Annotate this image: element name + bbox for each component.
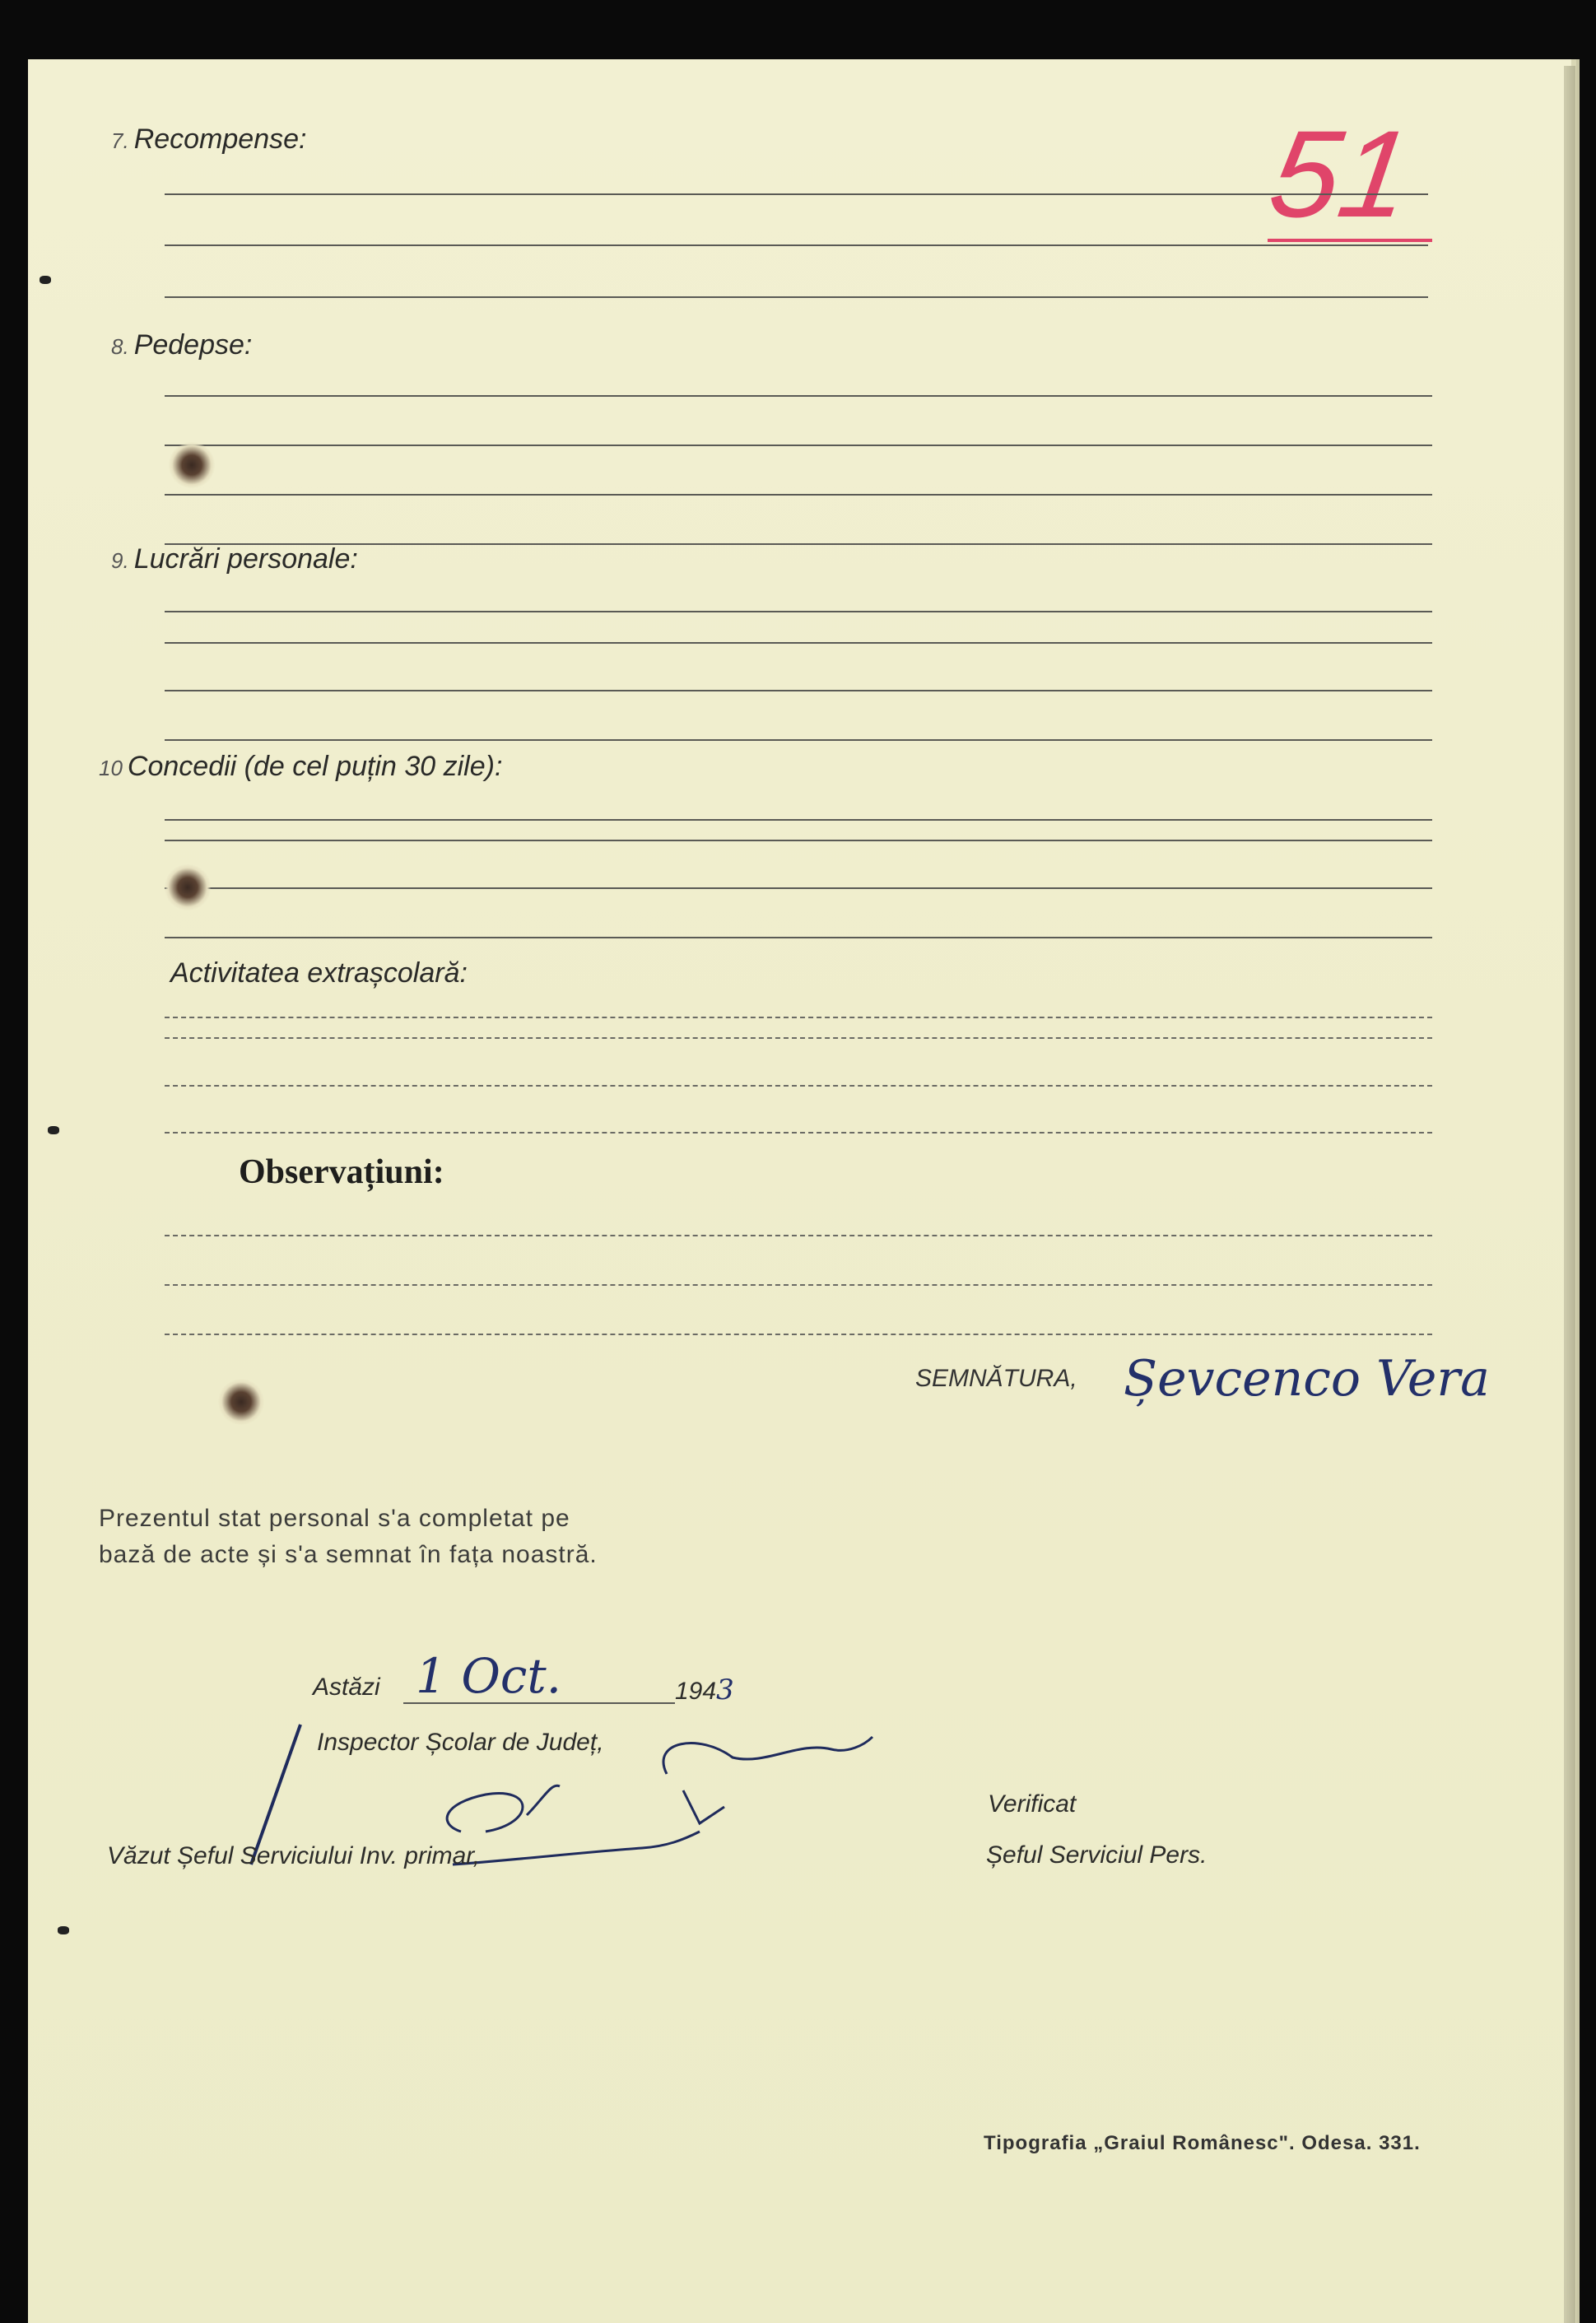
edge-mark	[40, 276, 51, 284]
seen-by-chief: Văzut Șeful Serviciului Inv. primar,	[107, 1842, 480, 1869]
inspector-title: Inspector Școlar de Județ,	[317, 1729, 604, 1756]
form-line	[165, 193, 1428, 195]
section-number: 9.	[111, 548, 129, 573]
form-line	[165, 1132, 1432, 1134]
form-line	[165, 642, 1432, 644]
form-line	[165, 739, 1432, 741]
section-7-heading	[111, 123, 306, 156]
section-label: Concedii (de cel puțin 30 zile):	[127, 751, 503, 782]
form-line	[165, 611, 1432, 612]
verified-label: Verificat	[988, 1790, 1077, 1818]
form-line	[165, 244, 1428, 246]
form-line	[165, 445, 1432, 446]
extracurricular-heading	[170, 957, 468, 989]
section-label: Recompense:	[133, 123, 307, 155]
declaration-line-2: bază de acte și s'a semnat în fața noastră.	[99, 1541, 598, 1568]
folio-number: 51	[1262, 105, 1419, 243]
page-stack-edge	[1564, 66, 1575, 2323]
form-line	[165, 1037, 1432, 1039]
form-line	[165, 937, 1432, 938]
signature-label: SEMNĂTURA,	[915, 1365, 1077, 1392]
signature-name: Șevcenco Vera	[1124, 1350, 1490, 1408]
form-line	[165, 494, 1432, 496]
punch-hole	[165, 864, 211, 910]
punch-hole	[169, 442, 215, 488]
form-line	[165, 1334, 1432, 1335]
form-line	[165, 690, 1432, 691]
section-number: 7.	[111, 128, 129, 153]
form-line	[165, 1235, 1432, 1236]
form-line	[165, 395, 1432, 397]
date-day-month: 1 Oct.	[416, 1648, 562, 1704]
punch-hole	[218, 1379, 264, 1425]
edge-mark	[48, 1126, 59, 1134]
date-prefix: Astăzi	[313, 1674, 380, 1701]
form-line	[165, 1085, 1432, 1087]
section-8-heading	[111, 329, 252, 361]
printer-imprint: Tipografia „Graiul Românesc". Odesa. 331.	[984, 2132, 1421, 2154]
section-number: 8.	[111, 334, 129, 359]
form-line	[165, 1284, 1432, 1286]
section-10-heading	[99, 751, 502, 783]
form-line	[165, 887, 1432, 889]
form-line	[165, 840, 1432, 841]
section-number: 10	[99, 756, 123, 780]
declaration-line-1: Prezentul stat personal s'a completat pe	[99, 1505, 570, 1532]
edge-mark	[58, 1926, 69, 1934]
section-label: Lucrări personale:	[133, 543, 358, 575]
date-line	[403, 1702, 675, 1704]
form-line	[165, 296, 1428, 298]
date-year	[675, 1674, 734, 1706]
form-line	[165, 1017, 1432, 1018]
date-year-hand: 3	[716, 1674, 734, 1706]
section-label: Activitatea extrașcolară:	[170, 957, 468, 989]
verified-chief: Șeful Serviciul Pers.	[986, 1841, 1207, 1869]
section-9-heading	[111, 543, 358, 575]
folio-underline	[1268, 239, 1432, 242]
section-label: Pedepse:	[133, 329, 253, 361]
date-year-printed: 194	[675, 1678, 717, 1705]
observations-heading: Observațiuni:	[239, 1153, 444, 1191]
form-line	[165, 819, 1432, 821]
